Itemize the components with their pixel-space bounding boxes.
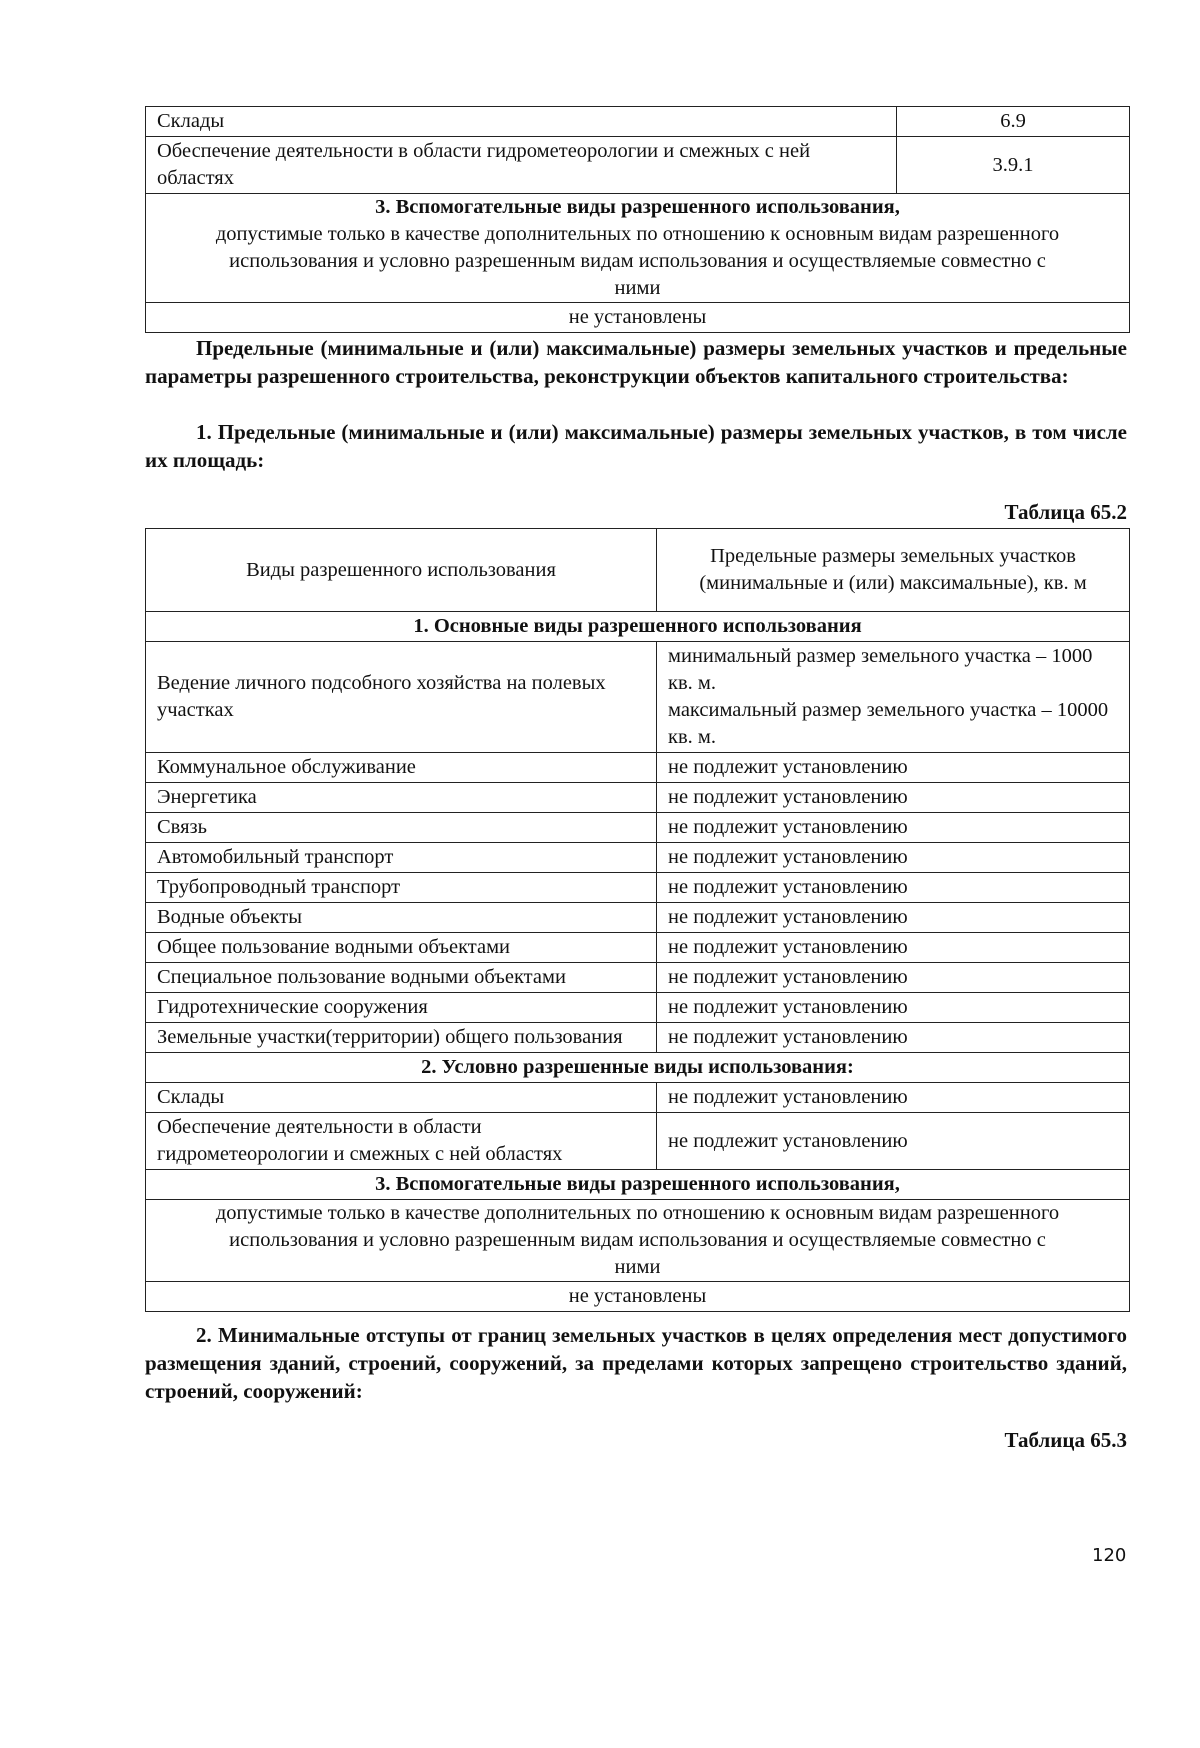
use-name-cell: Земельные участки(территории) общего пользования	[146, 1023, 657, 1053]
size-value-cell	[657, 642, 1130, 753]
use-name-cell: Склады	[146, 107, 897, 137]
table-continuation	[145, 106, 1130, 333]
header-cell-use-types: Виды разрешенного использования	[146, 529, 657, 612]
size-value-cell: не подлежит установлению	[657, 963, 1130, 993]
size-value-cell: не подлежит установлению	[657, 813, 1130, 843]
use-name-cell: Общее пользование водными объектами	[146, 933, 657, 963]
table-row	[146, 1023, 1130, 1053]
table-caption: Таблица 65.3	[1004, 1428, 1127, 1452]
use-name-cell: Трубопроводный транспорт	[146, 873, 657, 903]
section2-title: 2. Условно разрешенные виды использования:	[146, 1053, 1130, 1083]
table-caption: Таблица 65.2	[1004, 500, 1127, 524]
table-row	[146, 1083, 1130, 1113]
table-row	[146, 903, 1130, 933]
size-value-cell: не подлежит установлению	[657, 993, 1130, 1023]
use-name-cell: Автомобильный транспорт	[146, 843, 657, 873]
section3-title: 3. Вспомогательные виды разрешенного использования,	[146, 1170, 1130, 1200]
size-value-cell: не подлежит установлению	[657, 903, 1130, 933]
size-value-cell: не подлежит установлению	[657, 843, 1130, 873]
page-number: 120	[1092, 1545, 1127, 1566]
section3-cell	[146, 194, 1130, 303]
size-value-cell: не подлежит установлению	[657, 753, 1130, 783]
use-name-cell: Специальное пользование водными объектами	[146, 963, 657, 993]
paragraph-limits-intro: Предельные (минимальные и (или) максимальные) размеры земельных участков и предельные параметры разрешенного строительства, реконструкции объектов капитального строительства:	[145, 336, 1127, 388]
table-row	[146, 933, 1130, 963]
table-row	[146, 993, 1130, 1023]
table-65-2	[145, 528, 1130, 1312]
use-name-cell: Обеспечение деятельности в области гидрометеорологии и смежных с ней областях	[146, 1113, 657, 1170]
table-row	[146, 783, 1130, 813]
section-row	[146, 1170, 1130, 1200]
section-row	[146, 612, 1130, 642]
section-row	[146, 1053, 1130, 1083]
table-row	[146, 1200, 1130, 1282]
section3-title: 3. Вспомогательные виды разрешенного использования,	[375, 196, 900, 218]
use-name-cell: Ведение личного подсобного хозяйства на полевых участках	[146, 642, 657, 753]
table-row	[146, 107, 1130, 137]
table-row	[146, 843, 1130, 873]
max-size-text: максимальный размер земельного участка – 10000 кв. м.	[668, 699, 1109, 748]
section3-subtitle: допустимые только в качестве дополнительных по отношению к основным видам разрешенного использования и условно разрешенным видам использования и осуществляемые совместно с ними	[215, 223, 1060, 299]
size-value-cell: не подлежит установлению	[657, 873, 1130, 903]
table-row	[146, 303, 1130, 333]
table-row	[146, 963, 1130, 993]
size-value-cell: не подлежит установлению	[657, 933, 1130, 963]
min-size-text: минимальный размер земельного участка – 1000 кв. м.	[668, 645, 1093, 694]
size-value-cell: не подлежит установлению	[657, 1083, 1130, 1113]
use-name-cell: Обеспечение деятельности в области гидрометеорологии и смежных с ней областях	[146, 137, 897, 194]
table-row	[146, 642, 1130, 753]
size-value-cell: не подлежит установлению	[657, 783, 1130, 813]
table-row	[146, 137, 1130, 194]
paragraph-sizes: 1. Предельные (минимальные и (или) максимальные) размеры земельных участков, в том числе их площадь:	[145, 420, 1127, 472]
use-name-cell: Склады	[146, 1083, 657, 1113]
use-code-cell: 6.9	[897, 107, 1130, 137]
table-row	[146, 873, 1130, 903]
table-row	[146, 813, 1130, 843]
section1-title: 1. Основные виды разрешенного использования	[146, 612, 1130, 642]
table-row	[146, 1282, 1130, 1312]
paragraph-setbacks: 2. Минимальные отступы от границ земельных участков в целях определения мест допустимого размещения зданий, строений, сооружений, за пределами которых запрещено строительство зданий, строений, сооружений:	[145, 1323, 1127, 1403]
use-name-cell: Связь	[146, 813, 657, 843]
section-row	[146, 194, 1130, 303]
use-code-cell: 3.9.1	[897, 137, 1130, 194]
size-value-cell: не подлежит установлению	[657, 1113, 1130, 1170]
section3-subtitle: допустимые только в качестве дополнительных по отношению к основным видам разрешенного использования и условно разрешенным видам использования и осуществляемые совместно с ними	[146, 1200, 1130, 1282]
use-name-cell: Гидротехнические сооружения	[146, 993, 657, 1023]
table-row	[146, 1113, 1130, 1170]
use-name-cell: Коммунальное обслуживание	[146, 753, 657, 783]
use-name-cell: Водные объекты	[146, 903, 657, 933]
table-header-row	[146, 529, 1130, 612]
use-name-cell: Энергетика	[146, 783, 657, 813]
size-value-cell: не подлежит установлению	[657, 1023, 1130, 1053]
table-row	[146, 753, 1130, 783]
section3-value: не установлены	[146, 1282, 1130, 1312]
section3-value: не установлены	[146, 303, 1130, 333]
header-cell-size-limits: Предельные размеры земельных участков (минимальные и (или) максимальные), кв. м	[657, 529, 1130, 612]
